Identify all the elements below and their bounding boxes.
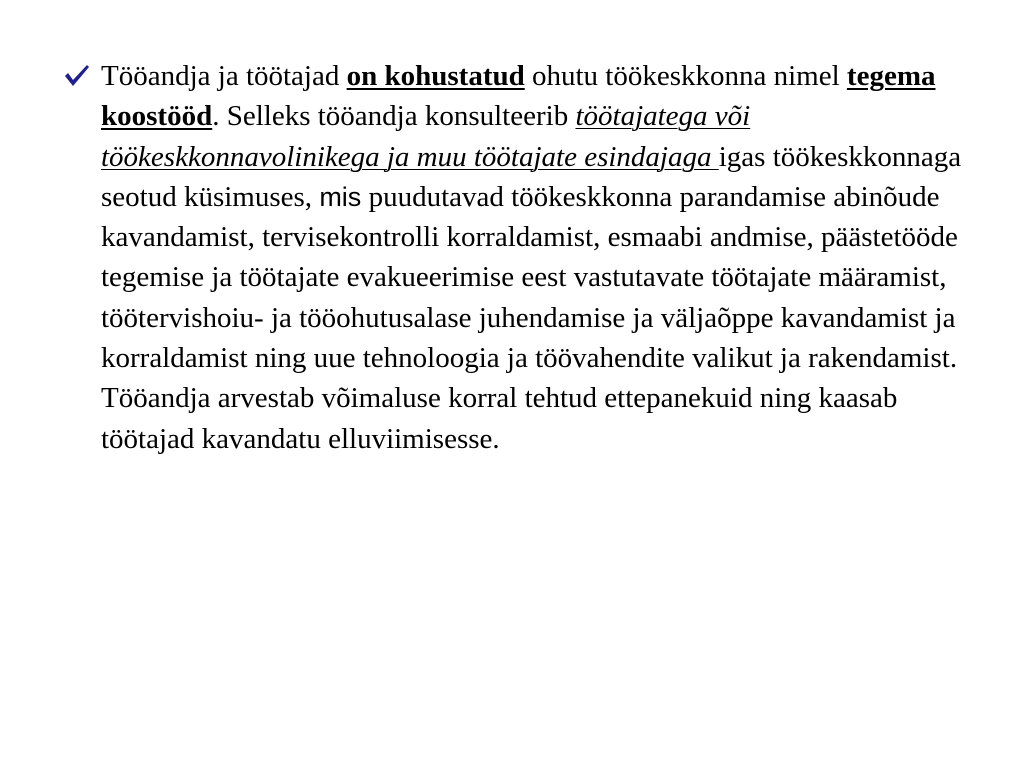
text-segment: . Selleks tööandja konsulteerib <box>212 100 576 133</box>
emphasis-cooperation: tegema koostööd <box>101 60 936 133</box>
text-segment: igas töökeskkonnaga seotud küsimuses, <box>101 140 962 213</box>
text-segment: ohutu töökeskkonna nimel <box>524 60 847 92</box>
emphasis-obligated: on kohustatud <box>346 60 525 92</box>
text-segment-sans: mis <box>319 181 362 212</box>
emphasis-representatives: töötajatega või töökeskkonnavolinikega ja muu töötajate esindajaga <box>101 100 751 173</box>
text-segment: puudutavad töökeskkonna parandamise abinõude kavandamist, tervisekontrolli korraldamist, esmaabi andmise, päästetööde tegemise ja töötajate evakueerimise eest vastutavate töötajate määramist, töötervishoiu- ja tööohutusalase juhendamise ja väljaõppe kavandamist ja korraldamist ning uue tehnoloogia ja töövahendite valikut ja rakendamist. Tööandja arvestab võimaluse korral tehtud ettepanekuid ning kaasab töötajad kavandatu elluviimisesse. <box>101 180 958 455</box>
bullet-paragraph <box>101 56 971 459</box>
checkmark-icon <box>62 62 92 92</box>
text-segment: Tööandja ja töötajad <box>101 60 347 92</box>
